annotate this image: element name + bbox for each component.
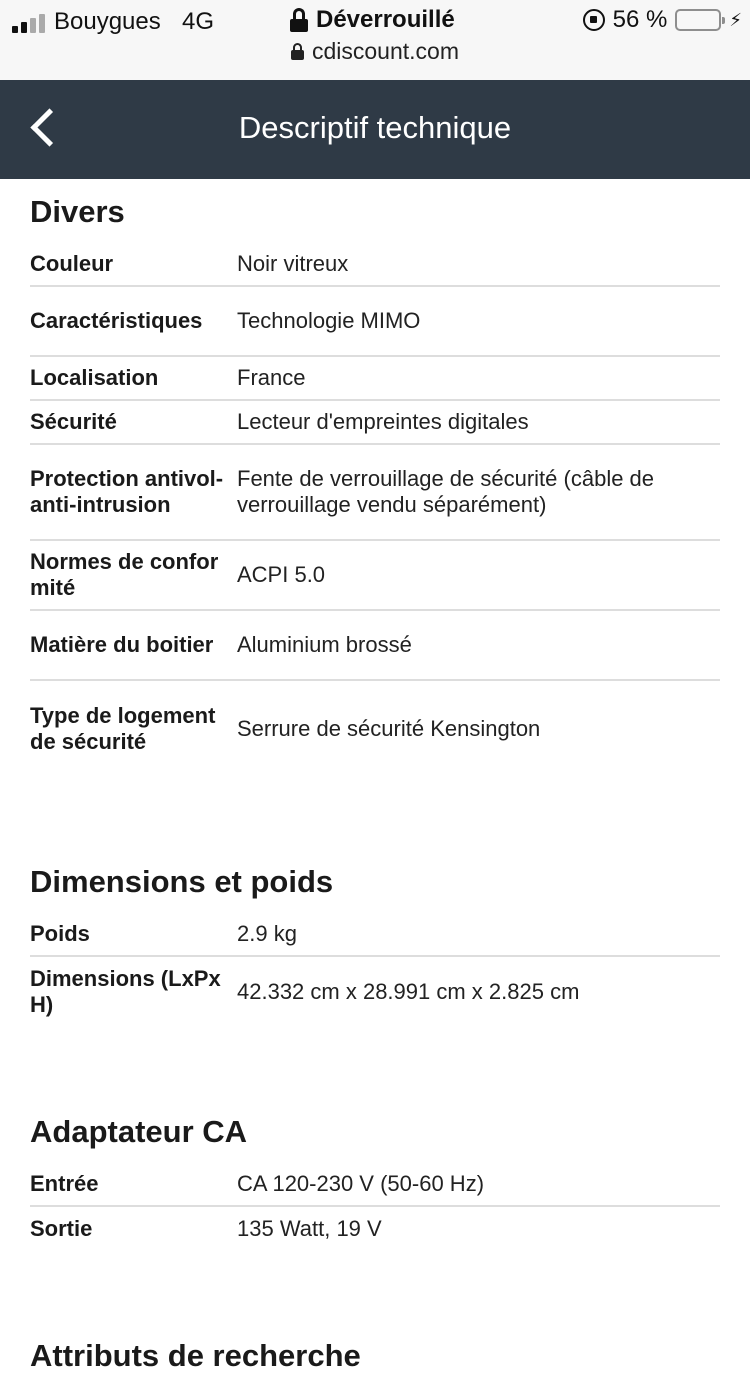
spec-label: Localisation [30, 365, 159, 390]
status-bar [0, 0, 750, 80]
spec-row [30, 357, 720, 401]
spec-row [30, 243, 720, 287]
spec-value: Fente de verrouillage de sécurité (câble de verrouillage vendu séparément) [237, 466, 655, 517]
spec-label: Couleur [30, 251, 114, 276]
spec-row [30, 445, 720, 541]
spec-section [0, 1323, 750, 1387]
spec-table [30, 913, 720, 1027]
spec-value: Noir vitreux [237, 251, 349, 276]
section-spacer [0, 777, 750, 849]
spec-value: Aluminium brossé [237, 632, 412, 657]
spec-section [0, 1099, 750, 1251]
spec-label: Entrée [30, 1171, 99, 1196]
battery-percent: 56 % [612, 6, 668, 33]
signal-strength-icon [12, 13, 48, 33]
spec-row [30, 541, 720, 611]
section-title: Dimensions et poids [30, 864, 334, 899]
spec-row [30, 1207, 720, 1251]
rotation-lock-icon [583, 9, 605, 31]
spec-section [0, 179, 750, 777]
spec-value: 2.9 kg [237, 921, 297, 946]
spec-value: Lecteur d'empreintes digitales [237, 409, 529, 434]
spec-label: Protection antivol-anti-intrusion [30, 466, 224, 517]
lock-status [290, 6, 455, 34]
spec-value: 42.332 cm x 28.991 cm x 2.825 cm [237, 979, 580, 1004]
spec-table [30, 243, 720, 777]
padlock-icon [290, 8, 308, 32]
page-header [0, 80, 750, 179]
spec-table [30, 1163, 720, 1251]
spec-label: Matière du boitier [30, 632, 214, 657]
lock-status-label: Déverrouillé [316, 6, 455, 33]
spec-label: Normes de conformité [30, 549, 219, 600]
section-spacer [0, 1027, 750, 1099]
address-bar[interactable] [0, 38, 750, 65]
url-text: cdiscount.com [311, 38, 459, 64]
spec-label: Poids [30, 921, 90, 946]
spec-value: Serrure de sécurité Kensington [237, 716, 541, 741]
spec-value: CA 120-230 V (50-60 Hz) [237, 1171, 485, 1196]
section-spacer [0, 1251, 750, 1323]
spec-label: Sortie [30, 1216, 93, 1241]
spec-row [30, 1163, 720, 1207]
spec-label: Sécurité [30, 409, 117, 434]
spec-label: Caractéristiques [30, 308, 203, 333]
section-title: Adaptateur CA [30, 1114, 248, 1149]
spec-row [30, 611, 720, 681]
spec-row [30, 913, 720, 957]
spec-row [30, 401, 720, 445]
charging-bolt-icon: ⚡ [729, 9, 742, 30]
spec-value: 135 Watt, 19 V [237, 1216, 382, 1241]
spec-row [30, 287, 720, 357]
section-title: Attributs de recherche [30, 1338, 361, 1373]
spec-value: Technologie MIMO [237, 308, 421, 333]
spec-section [0, 849, 750, 1027]
network-type: 4G [182, 8, 215, 35]
battery-icon [675, 9, 721, 31]
spec-label: Dimensions (LxPxH) [30, 966, 221, 1017]
spec-value: ACPI 5.0 [237, 562, 326, 587]
spec-row [30, 681, 720, 777]
page-title: Descriptif technique [238, 110, 512, 145]
section-title: Divers [30, 194, 125, 229]
spec-label: Type de logement de sécurité [30, 703, 216, 754]
carrier-name: Bouygues [54, 8, 161, 35]
secure-lock-icon [291, 43, 304, 60]
spec-value: France [237, 365, 306, 390]
spec-row [30, 957, 720, 1027]
spec-content[interactable] [0, 179, 750, 1373]
